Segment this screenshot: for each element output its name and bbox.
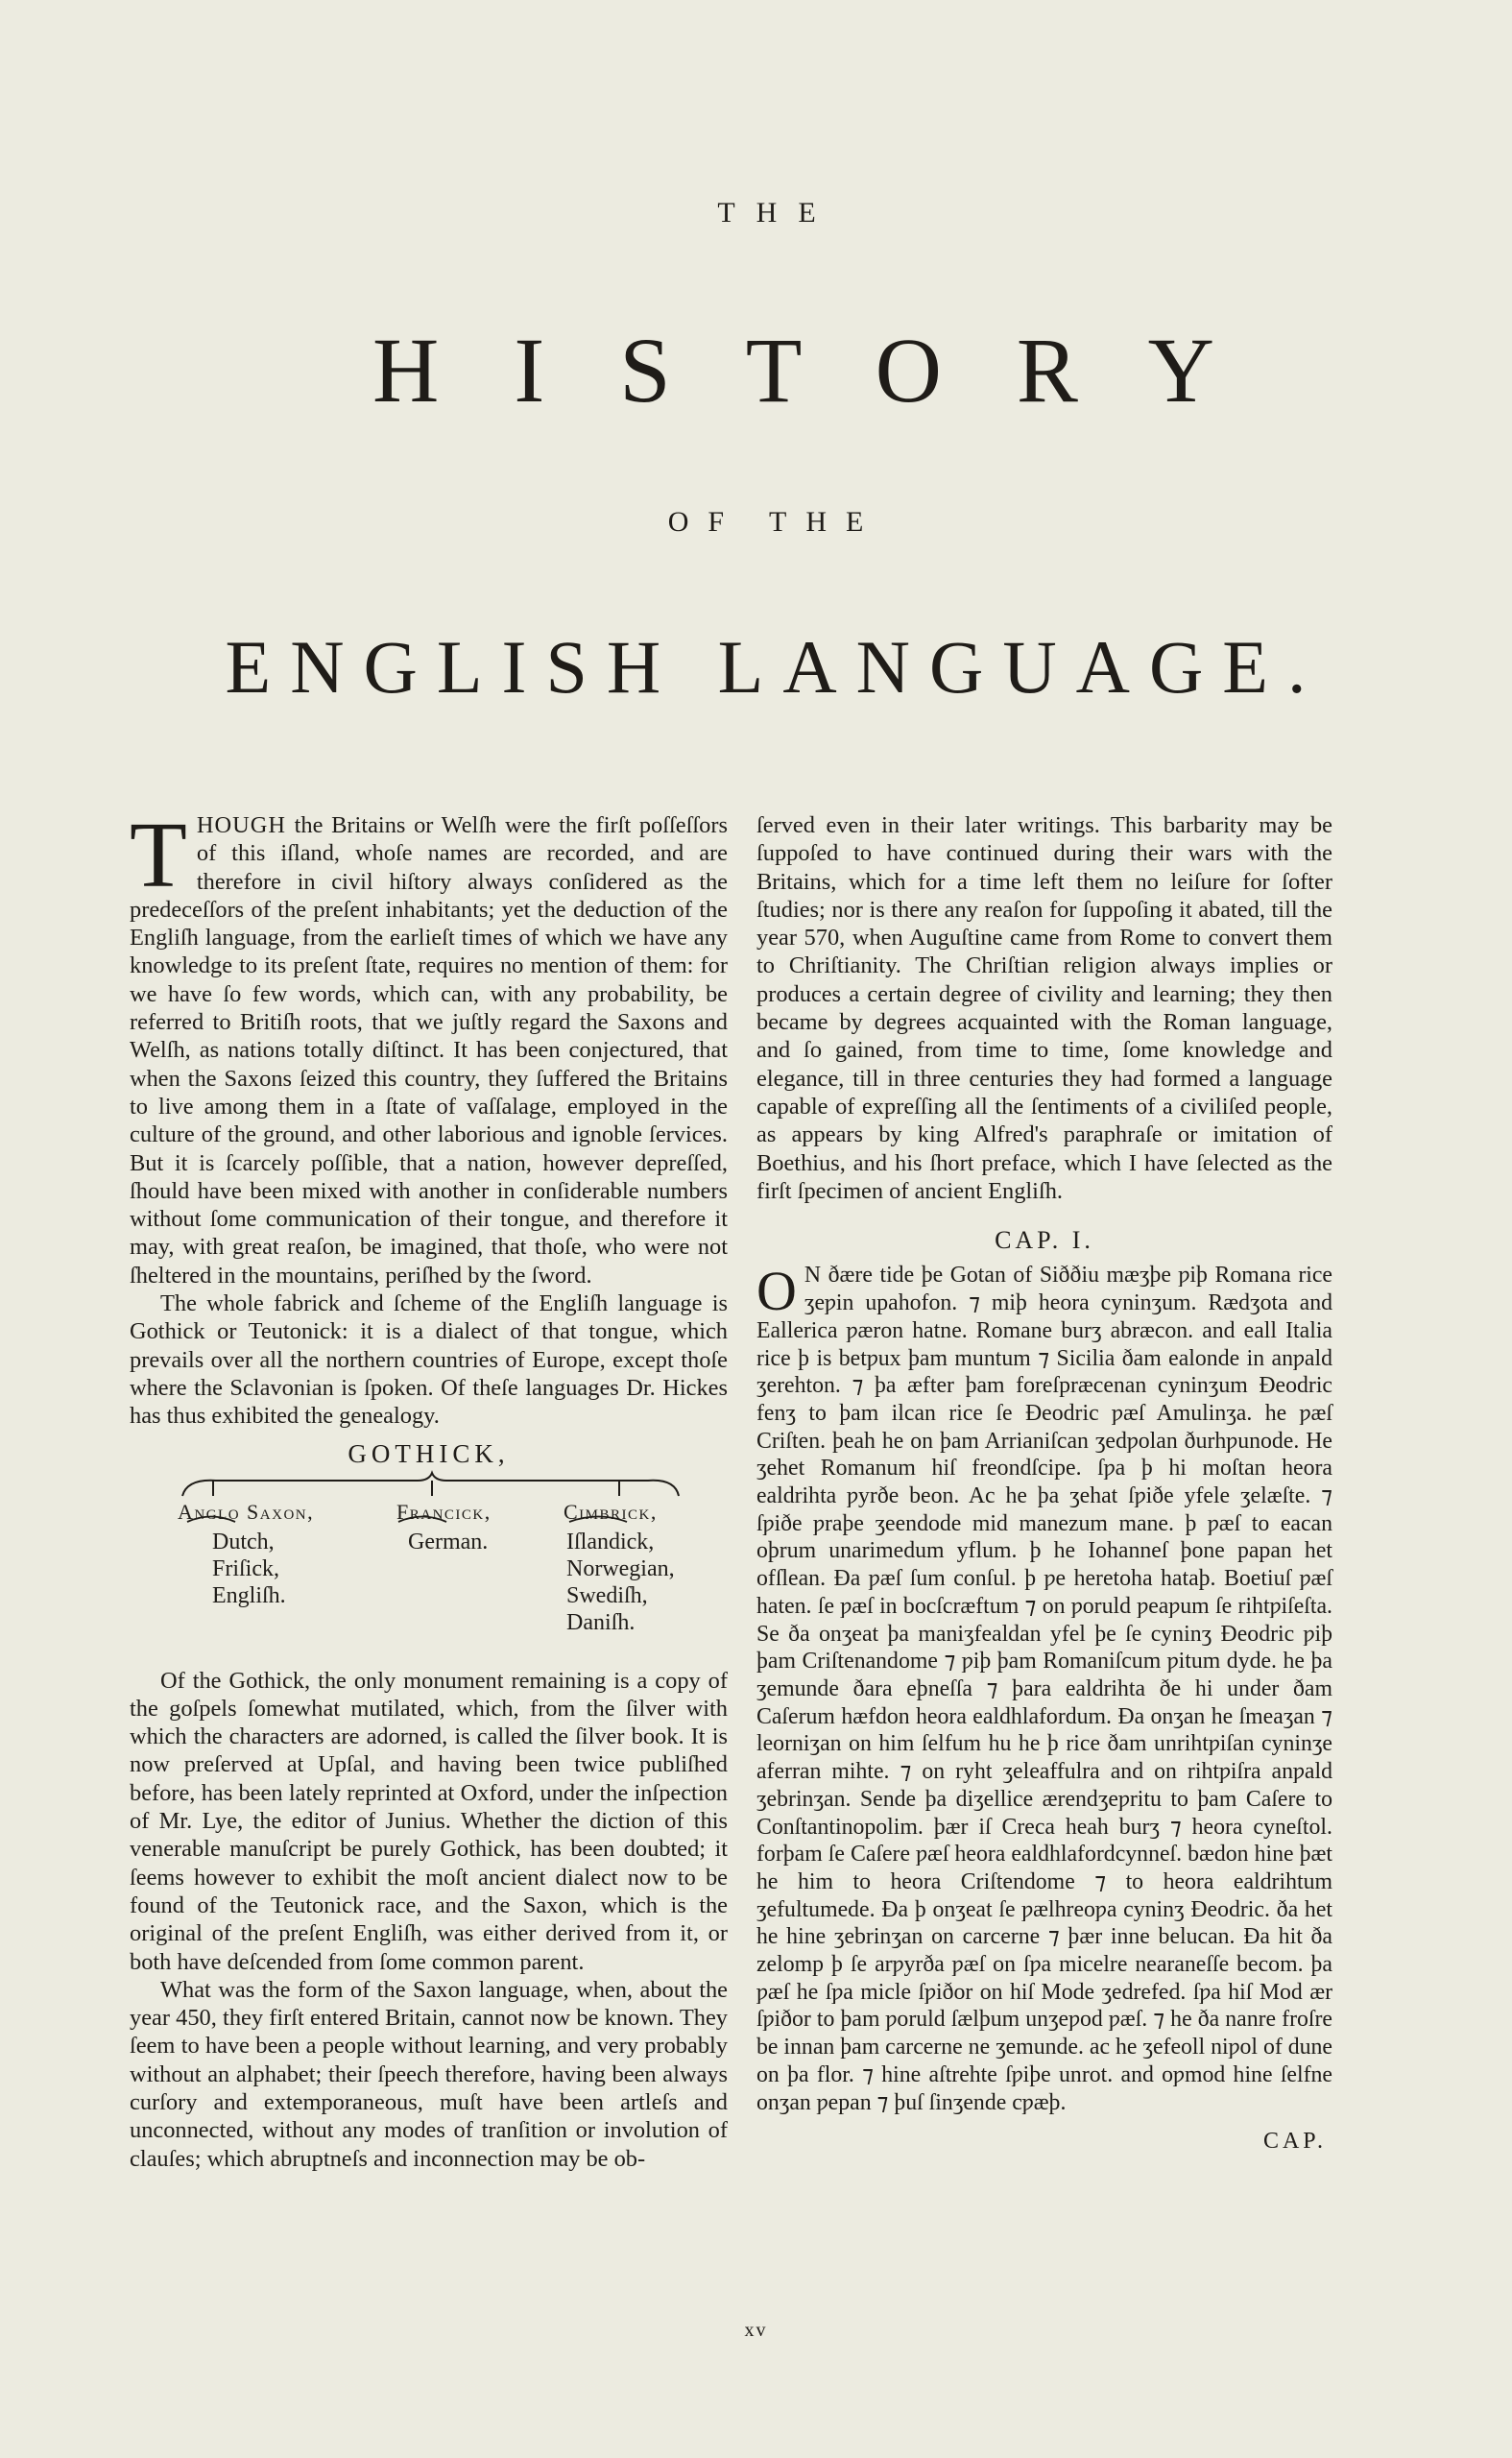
leaf-german: German. xyxy=(408,1529,489,1554)
title-history: HISTORY xyxy=(372,319,1289,422)
page-number: xv xyxy=(744,2320,768,2341)
branch-anglo-saxon: Anglo Saxon, xyxy=(178,1499,315,1524)
drop-cap: T xyxy=(130,804,187,907)
paragraph-3: Of the Gothick, the only monument remaining is a copy of the goſpels ſomewhat mutilated, which, from the ſilver with which the characters are adorned, is called the ſilver book. It is now preſerved at Upſal, and having been twice publiſhed before, has been lately reprinted at Oxford, under the inſpection of Mr. Lye, the editor of Junius. Whether the diction of this venerable manuſcript be purely Gothick, has been doubted; it ſeems however to exhibit the moſt ancient dialect now to be found of the Teutonick race, and the Saxon, which is the original of the preſent Engliſh, was either derived from it, or both have deſcended from ſome common parent. xyxy=(130,1667,728,1975)
right-paragraph-1: ſerved even in their later writings. This barbarity may be ſuppoſed to have continued during their wars with the Britains, which for a time left them no leiſure for ſofter ſtudies; nor is there any reaſon for ſuppoſing it abated, till the year 570, when Auguſtine came from Rome to convert them to Chriſtianity. The Chriſtian religion always implies or produces a certain degree of civility and learning; they then became by degrees acquainted with the Roman language, and ſo gained, from time to time, ſome knowledge and elegance, till in three centuries they had formed a language capable of expreſſing all the ſentiments of a civiliſed people, as appears by king Alfred's paraphraſe or imitation of Boethius, and his ſhort preface, which I have ſelected as the firſt ſpecimen of ancient Engliſh. xyxy=(756,812,1332,1204)
francick-children xyxy=(408,1529,488,1555)
leaf-frisick: Friſick, xyxy=(212,1555,279,1581)
title-the: THE xyxy=(717,197,837,229)
genealogy-chart xyxy=(130,1440,728,1653)
catchword: CAP. xyxy=(1262,2129,1327,2155)
leaf-norwegian: Norwegian, xyxy=(566,1555,675,1581)
paragraph-1 xyxy=(130,804,728,1289)
leaf-dutch: Dutch, xyxy=(212,1529,275,1554)
genealogy-root: GOTHICK, xyxy=(348,1438,510,1468)
title-of-the: OF THE xyxy=(667,506,883,538)
right-column xyxy=(756,811,1332,2157)
left-column xyxy=(130,804,728,2173)
paragraph-4: What was the form of the Saxon language, when, about the year 450, they firſt entered Britain, cannot now be known. They ſeem to have been a people without learning, and very probably without an alphabet; their ſpeech therefore, having been always curſory and extemporaneous, muſt have been artleſs and unconnected, without any modes of tranſition or involution of clauſes; which abruptneſs and inconnection may be ob- xyxy=(130,1976,728,2172)
paragraph-2: The whole fabrick and ſcheme of the Engliſh language is Gothick or Teutonick: it is a dialect of that tongue, which prevails over all the northern countries of Europe, except thoſe where the Sclavonian is ſpoken. Of theſe languages Dr. Hickes has thus exhibited the genealogy. xyxy=(130,1290,728,1430)
leaf-danish: Daniſh. xyxy=(566,1609,636,1635)
branch-cimbrick: Cimbrick, xyxy=(564,1499,658,1524)
old-english-text: N ðære tide þe Gotan of Siððiu mæʒþe ƿiþ Romana rice ʒeƿin upahofon. ⁊ miþ heora cyninʒum. Rædʒota and Eallerica ƿæron hatne. Romane burʒ abræcon. and eall Italia rice þ is betƿux þam muntum ⁊ Sicilia ðam ealonde in anƿald ʒerehton. ⁊ þa æfter þam foreſpræcenan cyninʒum Ðeodric fenʒ to þam ilcan rice ſe Ðeodric ƿæſ Amulinʒa. he ƿæſ Criſten. þeah he on þam Arrianiſcan ʒedƿolan ðurhƿunode. He ʒehet Romanum hiſ freondſcipe. ſƿa þ hi moſtan heora ealdrihta ƿyrðe beon. Ac he þa ʒehat ſƿiðe yfele ʒelæſte. ⁊ ſƿiðe ƿraþe ʒeendode mid manezum mane. þ ƿæſ to eacan oþrum unarimedum yflum. þ he Iohanneſ þone papan het ofſlean. Ða ƿæſ ſum conſul. þ ƿe heretoha hataþ. Boetiuſ ƿæſ haten. ſe ƿæſ in bocſcræftum ⁊ on ƿoruld ƿeaƿum ſe rihtƿiſeſta. Se ða onʒeat þa maniʒfealdan yfel þe ſe cyninʒ Ðeodric ƿiþ þam Criſtenandome ⁊ ƿiþ þam Romaniſcum ƿitum dyde. he þa ʒemunde ðara eþneſſa ⁊ þara ealdrihta ðe hi under ðam Caſerum hæfdon heora ealdhlafordum. Ða onʒan he ſmeaʒan ⁊ leorniʒan on him ſelfum hu he þ rice ðam unrihtƿiſan cyninʒe aferran mihte. ⁊ on ryht ʒeleaffulra and on rihtƿiſra anƿald ʒebrinʒan. Sende þa diʒellice ærendʒeƿritu to þam Caſere to Conſtantinopolim. þær iſ Creca heah burʒ ⁊ heora cyneſtol. forþam ſe Caſere ƿæſ heora ealdhlafordcynneſ. bædon hine þæt he him to heora Criſtendome ⁊ to heora ealdrihtum ʒefultumede. Ða þ onʒeat ſe ƿælhreoƿa cyninʒ Ðeodric. ða het he hine ʒebrinʒan on carcerne ⁊ þær inne belucan. Ða hit ða zelomp þ ſe arƿyrða ƿæſ on ſƿa micelre nearaneſſe becom. þa ƿæſ he ſƿa micle ſƿiðor on hiſ Mode ʒedrefed. ſƿa hiſ Mod ær ſƿiðor to þam ƿoruld ſælþum unʒeƿod ƿæſ. ⁊ he ða nanre froſre be innan þam carcerne ne ʒemunde. ac he ʒefeoll niƿol of dune on þa flor. ⁊ hine aſtrehte ſƿiþe unrot. and oƿmod hine ſelfne onʒan ƿepan ⁊ þuſ ſinʒende cƿæþ. xyxy=(756,1263,1332,2115)
anglo-saxon-children xyxy=(212,1529,286,1609)
leaf-english: Engliſh. xyxy=(212,1582,286,1608)
paragraph-1-text: the Britains or Welſh were the firſt poſſeſſors of this iſland, whoſe names are recorded, and are therefore in civil hiſtory always conſidered as the predeceſſors of the preſent inhabitants; yet the deduction of the Engliſh language, from the earlieſt times of which we have any knowledge to its preſent ſtate, requires no mention of them: for we have ſo few words, which can, with any probability, be referred to Britiſh roots, that we juſtly regard the Saxons and Welſh, as nations totally diſtinct. It has been conjectured, that when the Saxons ſeized this country, they ſuffered the Britains to live among them in a ſtate of vaſſalage, employed in the culture of the ground, and other laborious and ignoble ſervices. But it is ſcarcely poſſible, that a nation, however depreſſed, ſhould have been mixed with another in conſiderable numbers without ſome communication of their tongue, and therefore it may, with great reaſon, be imagined, that thoſe, who were not ſheltered in the mountains, periſhed by the ſword. xyxy=(130,812,728,1289)
chapter-heading: CAP. I. xyxy=(995,1226,1094,1255)
branch-francick: Francick, xyxy=(396,1499,492,1524)
title-english-language: ENGLISH LANGUAGE. xyxy=(225,625,1326,709)
old-english-drop-cap: O xyxy=(756,1260,797,1323)
opening-word: HOUGH xyxy=(196,812,286,838)
leaf-islandick: Iſlandick, xyxy=(566,1529,655,1554)
old-english-passage xyxy=(756,1262,1332,2116)
cimbrick-children xyxy=(566,1529,675,1636)
leaf-swedish: Swediſh, xyxy=(566,1582,648,1608)
